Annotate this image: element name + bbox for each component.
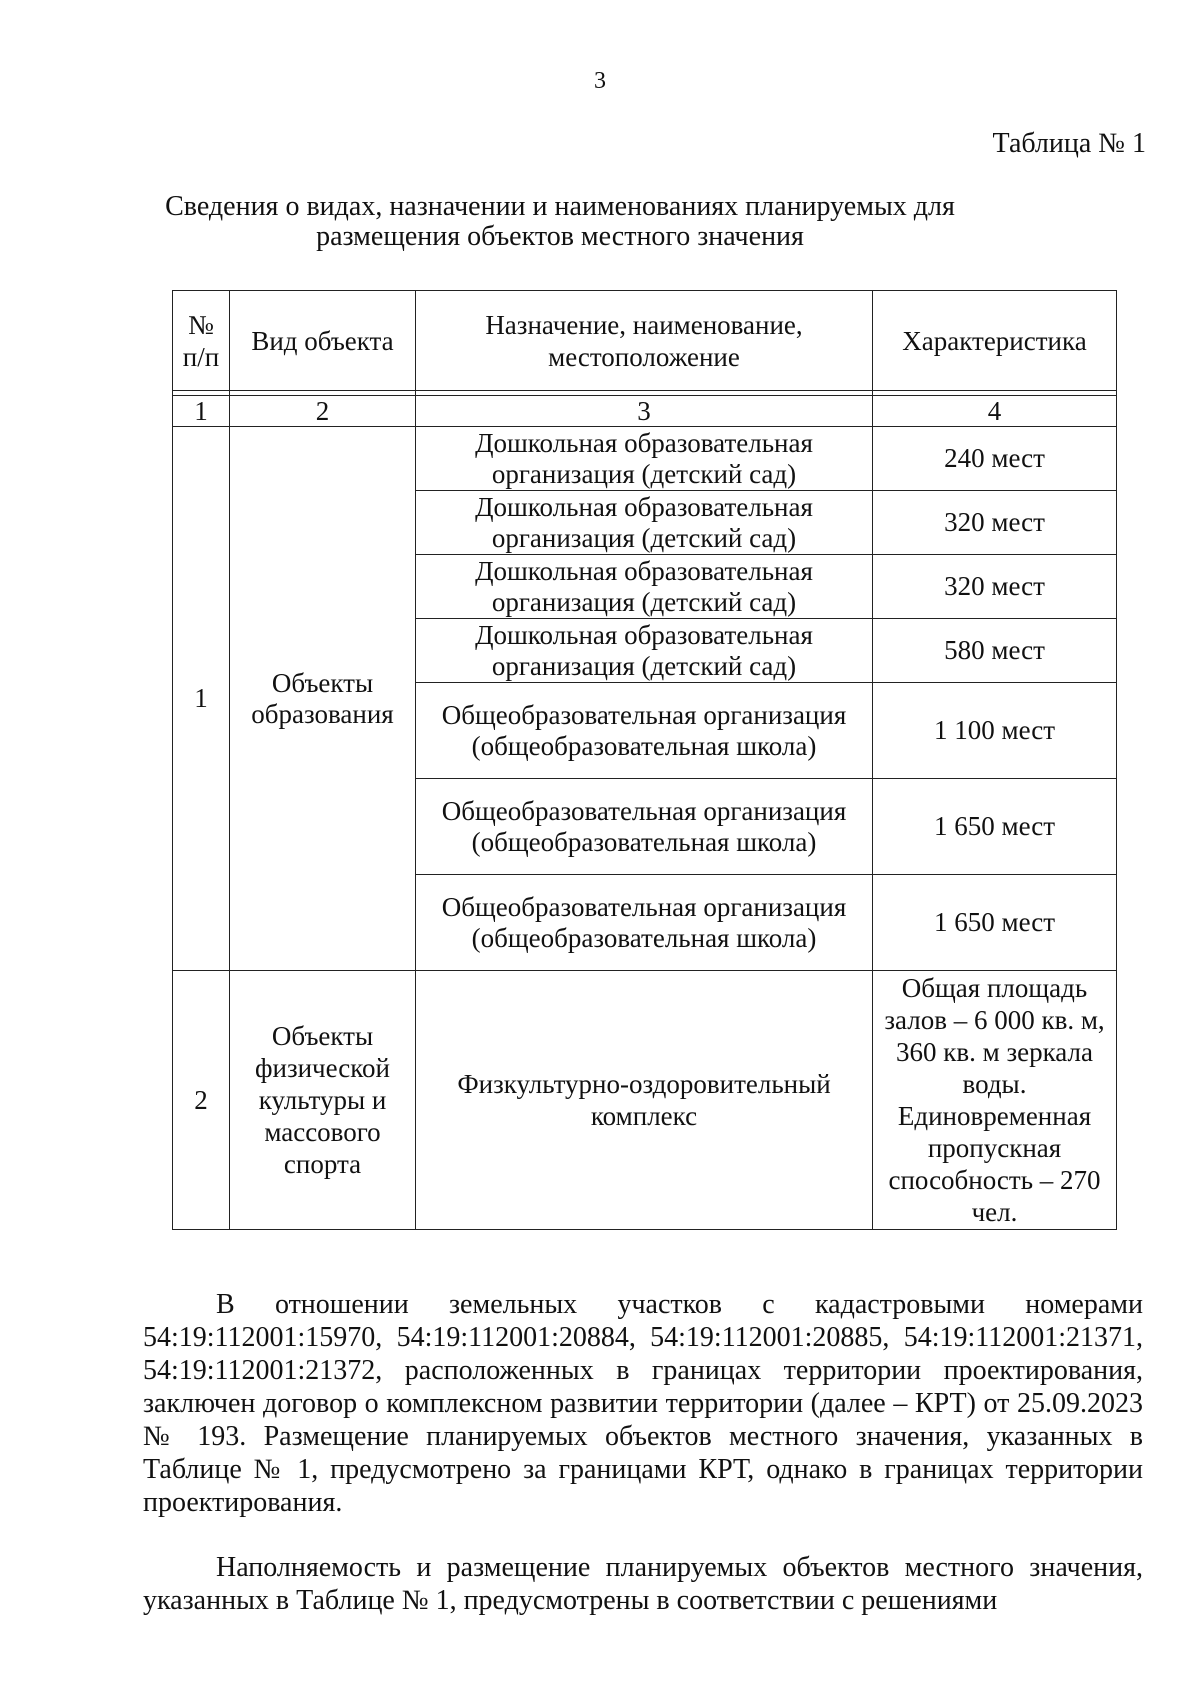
table-label: Таблица № 1 xyxy=(992,128,1146,159)
table-row xyxy=(173,427,1117,491)
object-name: Общеобразовательная организация (общеобразовательная школа) xyxy=(416,683,873,779)
table-caption: Сведения о видах, назначении и наименованиях планируемых для размещения объектов местного значения xyxy=(165,191,955,252)
object-name: Дошкольная образовательная организация (детский сад) xyxy=(416,555,873,619)
object-characteristic: 240 мест xyxy=(873,427,1117,491)
page-number: 3 xyxy=(594,68,606,94)
group-object-type: Объекты образования xyxy=(230,427,416,971)
header-purpose: Назначение, наименование, местоположение xyxy=(416,291,873,391)
column-number: 4 xyxy=(873,396,1117,427)
object-characteristic: 1 650 мест xyxy=(873,779,1117,875)
object-characteristic: 1 650 мест xyxy=(873,875,1117,971)
paragraph: Наполняемость и размещение планируемых объектов местного значения, указанных в Таблице № 1, предусмотрены в соответствии с решениями xyxy=(143,1552,1143,1616)
header-object-type: Вид объекта xyxy=(230,291,416,391)
object-name: Дошкольная образовательная организация (детский сад) xyxy=(416,619,873,683)
object-name: Общеобразовательная организация (общеобразовательная школа) xyxy=(416,779,873,875)
objects-table xyxy=(172,290,1117,1230)
column-numbering-row xyxy=(173,396,1117,427)
object-name: Дошкольная образовательная организация (детский сад) xyxy=(416,427,873,491)
table-row xyxy=(173,971,1117,1230)
object-name: Физкультурно-оздоровительный комплекс xyxy=(416,971,873,1230)
table-header-row xyxy=(173,291,1117,391)
object-characteristic: 1 100 мест xyxy=(873,683,1117,779)
header-number: № п/п xyxy=(173,291,230,391)
group-number: 2 xyxy=(173,971,230,1230)
group-number: 1 xyxy=(173,427,230,971)
object-characteristic: 320 мест xyxy=(873,491,1117,555)
object-name: Дошкольная образовательная организация (детский сад) xyxy=(416,491,873,555)
group-object-type: Объекты физической культуры и массового спорта xyxy=(230,971,416,1230)
column-number: 3 xyxy=(416,396,873,427)
object-characteristic: 320 мест xyxy=(873,555,1117,619)
object-characteristic: 580 мест xyxy=(873,619,1117,683)
column-number: 2 xyxy=(230,396,416,427)
column-number: 1 xyxy=(173,396,230,427)
header-characteristic: Характеристика xyxy=(873,291,1117,391)
object-characteristic: Общая площадь залов – 6 000 кв. м, 360 кв. м зеркала воды. Единовременная пропускная способность – 270 чел. xyxy=(873,971,1117,1230)
paragraph: В отношении земельных участков с кадастровыми номерами 54:19:112001:15970, 54:19:112001:20884, 54:19:112001:20885, 54:19:112001:21371, 54:19:112001:21372, расположенных в границах территории проектирования, заключен договор о комплексном развитии территории (далее – КРТ) от 25.09.2023 № 193. Размещение планируемых объектов местного значения, указанных в Таблице № 1, предусмотрено за границами КРТ, однако в границах территории проектирования. xyxy=(143,1289,1143,1518)
object-name: Общеобразовательная организация (общеобразовательная школа) xyxy=(416,875,873,971)
